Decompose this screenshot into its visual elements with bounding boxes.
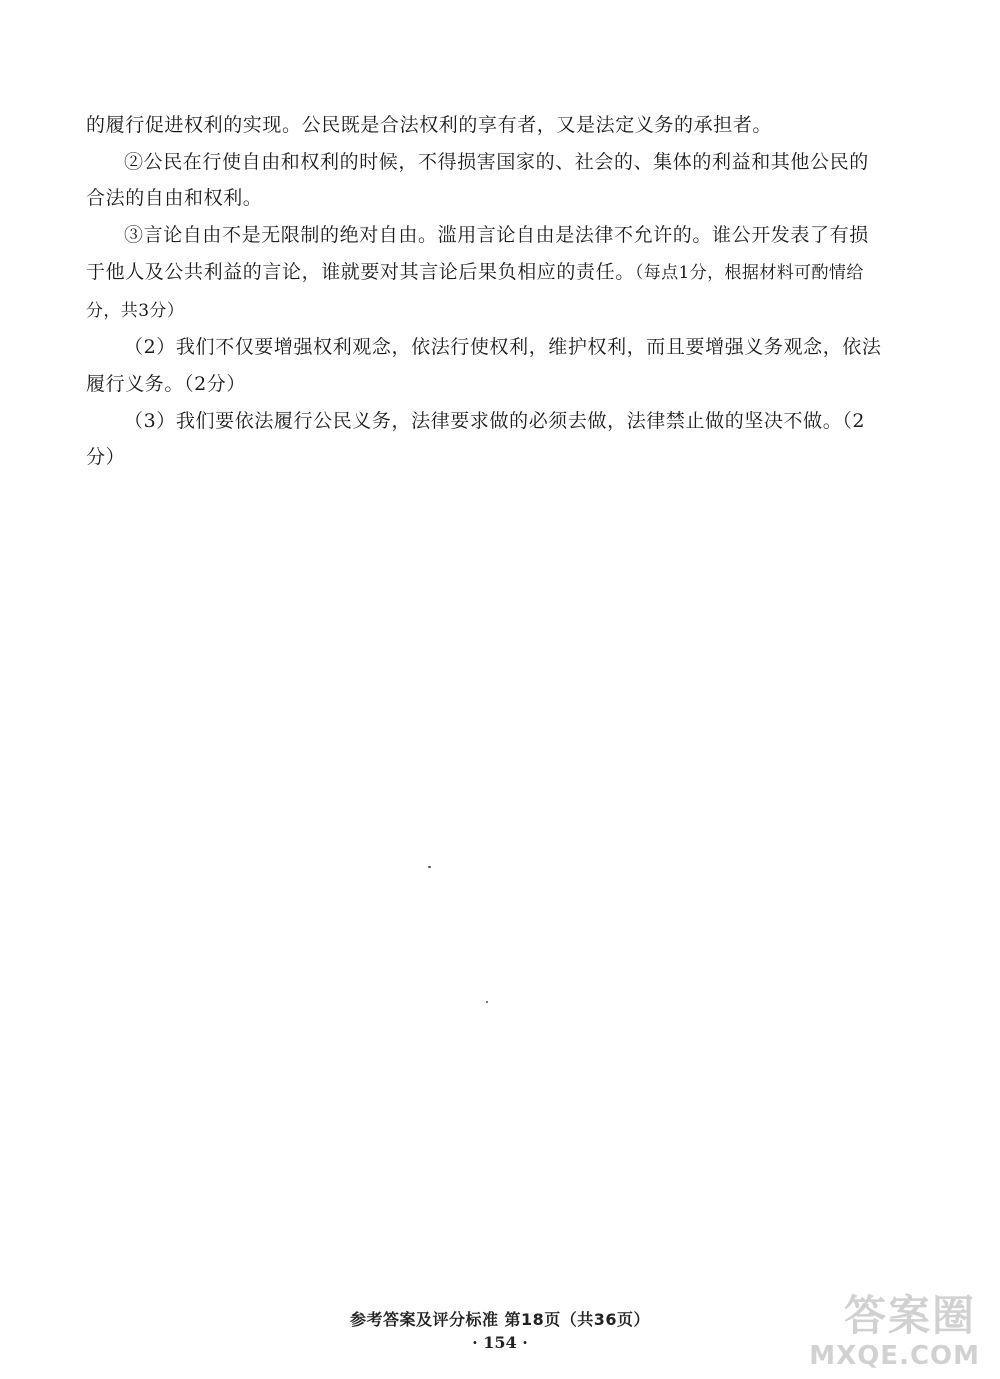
footer-title: 参考答案及评分标准 第18页（共36页）	[349, 1310, 651, 1329]
paragraph-3: ③言论自由不是无限制的绝对自由。滥用言论自由是法律不允许的。谁公开发表了有损于他人及公共利益的言论，谁就要对其言论后果负相应的责任。（每点1分，根据材料可酌情给分，共3分）	[86, 224, 869, 321]
watermark-url: MXQE.COM	[809, 1341, 980, 1371]
paragraph-2: ②公民在行使自由和权利的时候，不得损害国家的、社会的、集体的利益和其他公民的合法的自由和权利。	[86, 150, 869, 210]
scan-speck	[428, 866, 431, 868]
watermark-logo	[786, 1283, 986, 1373]
scoring-note: （2分）	[86, 409, 866, 469]
paragraph-4: （2）我们不仅要增强权利观念，依法行使权利，维护权利，而且要增强义务观念，依法履行义务。（2分）	[86, 336, 882, 395]
paragraph-1: 的履行促进权利的实现。公民既是合法权利的享有者，又是法定义务的承担者。	[86, 114, 773, 136]
answer-body	[86, 107, 886, 476]
scoring-note: （2分）	[184, 372, 247, 395]
scan-speck	[486, 1001, 488, 1003]
paragraph-5: （3）我们要依法履行公民义务，法律要求做的必须去做，法律禁止做的坚决不做。（2分）	[86, 409, 866, 469]
page-number: · 154 ·	[472, 1333, 528, 1352]
scoring-note: （每点1分，根据材料可酌情给分，共3分）	[86, 262, 864, 321]
watermark-text: 答案圈	[843, 1291, 976, 1340]
